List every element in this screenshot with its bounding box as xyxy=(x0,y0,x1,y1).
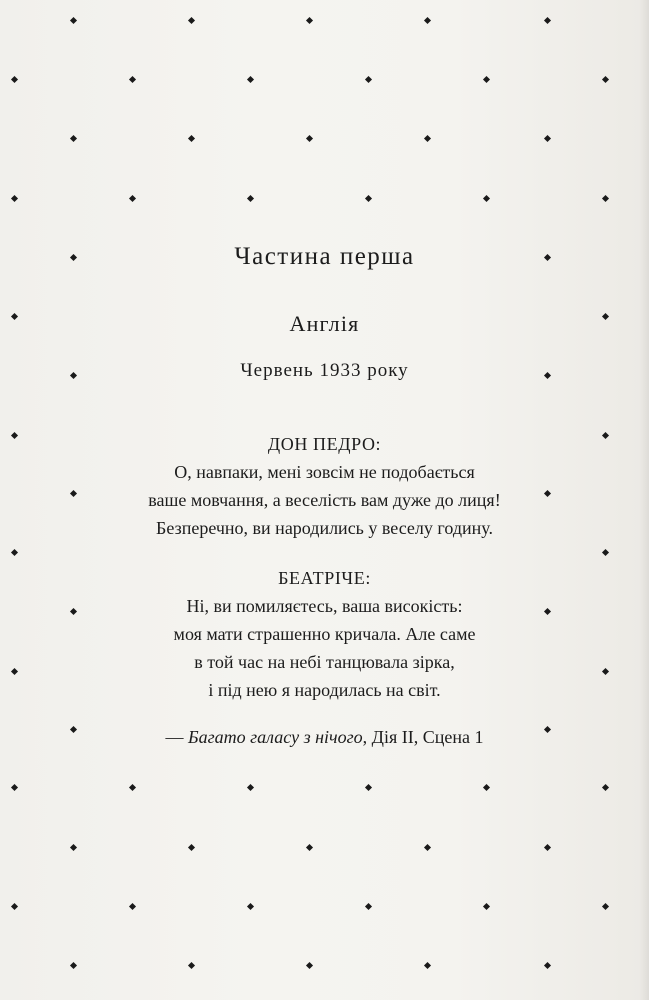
ornament-diamond-icon xyxy=(11,195,18,202)
speaker-beatrice: БЕАТРІЧЕ: xyxy=(278,568,371,588)
ornament-diamond-icon xyxy=(247,76,254,83)
epigraph xyxy=(0,430,649,751)
ornament-diamond-icon xyxy=(11,76,18,83)
ornament-diamond-icon xyxy=(544,962,551,969)
ornament-diamond-icon xyxy=(483,195,490,202)
ornament-diamond-icon xyxy=(424,844,431,851)
ornament-diamond-icon xyxy=(70,844,77,851)
ornament-diamond-icon xyxy=(306,962,313,969)
speaker-don-pedro: ДОН ПЕДРО: xyxy=(267,434,382,454)
ornament-diamond-icon xyxy=(544,844,551,851)
quote-line: О, навпаки, мені зовсім не подобається xyxy=(174,462,475,482)
ornament-diamond-icon xyxy=(365,76,372,83)
ornament-diamond-icon xyxy=(544,17,551,24)
ornament-diamond-icon xyxy=(11,784,18,791)
ornament-diamond-icon xyxy=(483,784,490,791)
ornament-diamond-icon xyxy=(602,76,609,83)
source-act-scene: , Дія II, Сцена 1 xyxy=(362,727,484,747)
ornament-diamond-icon xyxy=(306,844,313,851)
ornament-diamond-icon xyxy=(424,135,431,142)
ornament-diamond-icon xyxy=(129,76,136,83)
ornament-diamond-icon xyxy=(306,135,313,142)
ornament-diamond-icon xyxy=(70,135,77,142)
ornament-diamond-icon xyxy=(70,962,77,969)
quote-line: моя мати страшенно кричала. Але саме xyxy=(173,624,476,644)
part-title: Частина перша xyxy=(234,243,415,270)
ornament-diamond-icon xyxy=(365,195,372,202)
ornament-diamond-icon xyxy=(188,844,195,851)
ornament-diamond-icon xyxy=(306,17,313,24)
ornament-diamond-icon xyxy=(247,903,254,910)
ornament-diamond-icon xyxy=(129,903,136,910)
ornament-diamond-icon xyxy=(602,784,609,791)
quote-line: ваше мовчання, а веселість вам дуже до лиця! xyxy=(148,490,501,510)
date-line: Червень 1933 року xyxy=(240,360,409,381)
ornament-diamond-icon xyxy=(247,195,254,202)
ornament-diamond-icon xyxy=(129,195,136,202)
ornament-diamond-icon xyxy=(602,903,609,910)
ornament-diamond-icon xyxy=(424,962,431,969)
ornament-diamond-icon xyxy=(544,135,551,142)
ornament-diamond-icon xyxy=(602,195,609,202)
ornament-diamond-icon xyxy=(129,784,136,791)
ornament-diamond-icon xyxy=(188,962,195,969)
epigraph-source xyxy=(0,723,649,751)
quote-line: Безперечно, ви народились у веселу годину. xyxy=(156,518,493,538)
source-dash: — xyxy=(165,727,184,747)
ornament-diamond-icon xyxy=(365,903,372,910)
country-heading: Англія xyxy=(289,311,360,336)
ornament-diamond-icon xyxy=(70,17,77,24)
ornament-diamond-icon xyxy=(483,903,490,910)
ornament-diamond-icon xyxy=(365,784,372,791)
source-title: Багато галасу з нічого xyxy=(188,727,363,747)
ornament-diamond-icon xyxy=(247,784,254,791)
ornament-diamond-icon xyxy=(188,17,195,24)
ornament-diamond-icon xyxy=(483,76,490,83)
quote-line: і під нею я народилась на світ. xyxy=(208,680,441,700)
quote-line: Ні, ви помиляєтесь, ваша високість: xyxy=(186,596,463,616)
quote-line: в той час на небі танцювала зірка, xyxy=(194,652,455,672)
ornament-diamond-icon xyxy=(188,135,195,142)
ornament-diamond-icon xyxy=(11,903,18,910)
ornament-diamond-icon xyxy=(424,17,431,24)
